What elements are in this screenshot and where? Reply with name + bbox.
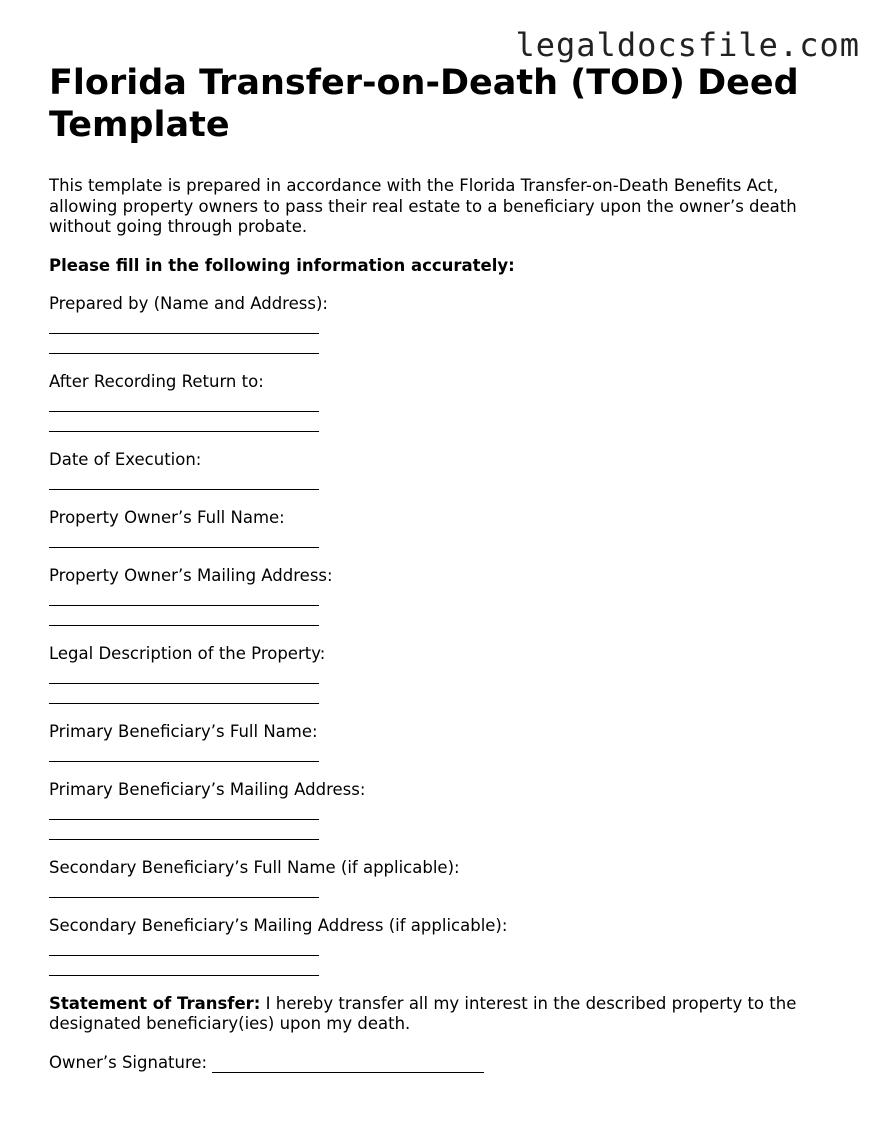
legal-description-line-1[interactable] <box>49 664 319 684</box>
primary-address-line-1[interactable] <box>49 800 319 820</box>
statement-of-transfer <box>49 994 849 1035</box>
legal-description-label: Legal Description of the Property: <box>49 643 326 663</box>
secondary-name-label: Secondary Beneficiary’s Full Name (if applicable): <box>49 857 460 877</box>
legal-description-field <box>49 644 849 704</box>
primary-address-field <box>49 780 849 840</box>
primary-address-label: Primary Beneficiary’s Mailing Address: <box>49 779 366 799</box>
primary-name-field <box>49 722 849 762</box>
return-to-line-1[interactable] <box>49 392 319 412</box>
secondary-address-field <box>49 916 849 976</box>
signature-label: Owner’s Signature: <box>49 1052 208 1072</box>
watermark: legaldocsfile.com <box>515 26 860 64</box>
owner-name-field <box>49 508 849 548</box>
owner-name-line[interactable] <box>49 528 319 548</box>
secondary-address-label: Secondary Beneficiary’s Mailing Address (if applicable): <box>49 915 508 935</box>
return-to-line-2[interactable] <box>49 412 319 432</box>
date-execution-line[interactable] <box>49 470 319 490</box>
owner-name-label: Property Owner’s Full Name: <box>49 507 285 527</box>
signature-line[interactable] <box>212 1054 484 1073</box>
secondary-address-line-2[interactable] <box>49 956 319 976</box>
return-to-field <box>49 372 849 432</box>
prepared-by-line-1[interactable] <box>49 314 319 334</box>
owner-address-field <box>49 566 849 626</box>
secondary-name-field <box>49 858 849 898</box>
secondary-address-line-1[interactable] <box>49 936 319 956</box>
prepared-by-line-2[interactable] <box>49 334 319 354</box>
legal-description-line-2[interactable] <box>49 684 319 704</box>
secondary-name-line[interactable] <box>49 878 319 898</box>
primary-address-line-2[interactable] <box>49 820 319 840</box>
date-execution-label: Date of Execution: <box>49 449 202 469</box>
owner-address-line-1[interactable] <box>49 586 319 606</box>
return-to-label: After Recording Return to: <box>49 371 264 391</box>
signature-row <box>49 1053 849 1073</box>
primary-name-line[interactable] <box>49 742 319 762</box>
document-title: Florida Transfer-on-Death (TOD) Deed Template <box>49 63 799 145</box>
primary-name-label: Primary Beneficiary’s Full Name: <box>49 721 318 741</box>
owner-address-label: Property Owner’s Mailing Address: <box>49 565 333 585</box>
intro-paragraph: This template is prepared in accordance with the Florida Transfer-on-Death Benefits Act, allowing property owners to pass their real estate to a beneficiary upon the owner’s death without going through probate. <box>49 176 797 236</box>
statement-text: I hereby transfer all my interest in the described property to the designated beneficiary(ies) upon my death. <box>49 993 797 1033</box>
document-body <box>49 62 849 1073</box>
prepared-by-field <box>49 294 849 354</box>
instruction-heading: Please fill in the following information accurately: <box>49 255 515 275</box>
date-execution-field <box>49 450 849 490</box>
prepared-by-label: Prepared by (Name and Address): <box>49 293 328 313</box>
statement-label: Statement of Transfer: <box>49 993 261 1013</box>
owner-address-line-2[interactable] <box>49 606 319 626</box>
